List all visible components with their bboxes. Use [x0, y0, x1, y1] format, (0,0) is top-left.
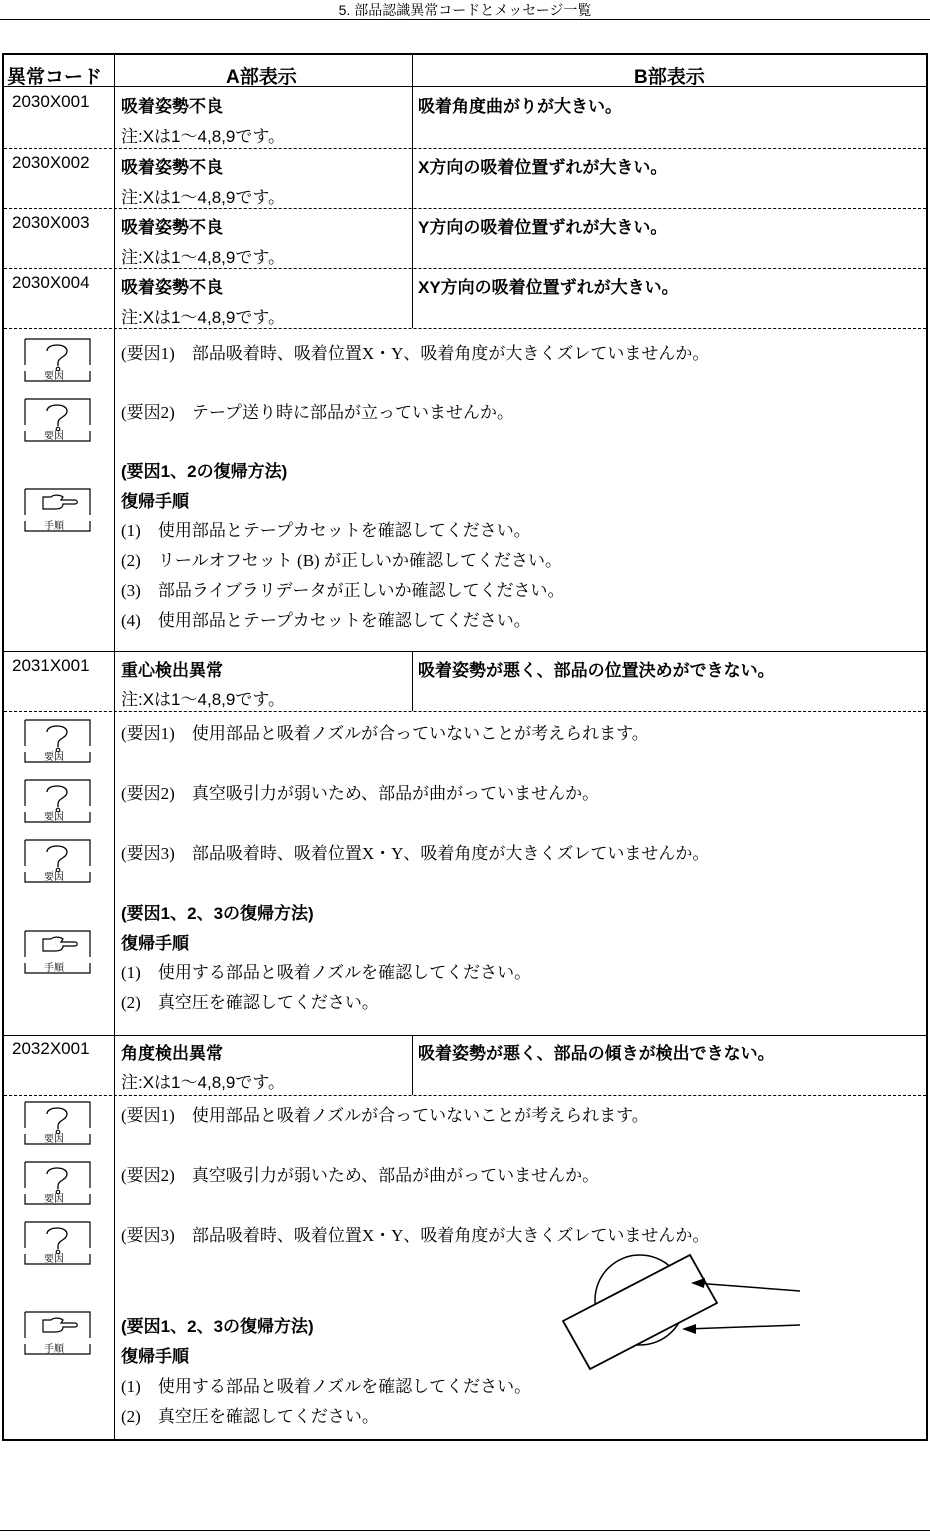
cause-icon [21, 838, 94, 884]
procedure-icon-label: 手順 [44, 521, 64, 532]
procedure-step: (2) 真空圧を確認してください。 [121, 993, 379, 1012]
pointer-arrow-lower [686, 1325, 800, 1329]
cause-icon [21, 337, 94, 383]
b-display: Y方向の吸着位置ずれが大きい。 [418, 218, 668, 237]
recovery-title: (要因1、2、3の復帰方法) [121, 904, 314, 923]
procedure-step: (1) 使用部品とテープカセットを確認してください。 [121, 521, 531, 540]
procedure-icon-label: 手順 [44, 963, 64, 974]
col-divider-ab-2 [412, 651, 413, 711]
procedure-step: (1) 使用する部品と吸着ノズルを確認してください。 [121, 1377, 532, 1396]
header-b: B部表示 [634, 67, 705, 88]
cause-icon-label: 要因 [44, 1194, 64, 1205]
header-divider [4, 86, 926, 87]
header-code: 異常コード [7, 67, 103, 88]
procedure-step: (3) 部品ライブラリデータが正しいか確認してください。 [121, 581, 565, 600]
cause-icon [21, 397, 94, 443]
col-divider-ab-3 [412, 1035, 413, 1095]
cause-icon-label: 要因 [44, 431, 64, 442]
a-display: 吸着姿勢不良 [121, 218, 223, 237]
error-code: 2031X001 [12, 656, 90, 675]
b-display: 吸着角度曲がりが大きい。 [418, 97, 622, 116]
a-note: 注:Xは1～4,8,9です。 [121, 1073, 285, 1092]
recovery-title: (要因1、2の復帰方法) [121, 462, 288, 481]
row-divider [4, 268, 926, 269]
cause-icon [21, 1100, 94, 1146]
section-divider [4, 1095, 926, 1096]
col-divider-code [114, 55, 115, 1441]
cause-icon [21, 1220, 94, 1266]
cause-icon [21, 1160, 94, 1206]
b-display: X方向の吸着位置ずれが大きい。 [418, 158, 668, 177]
a-note: 注:Xは1～4,8,9です。 [121, 248, 285, 267]
b-display: 吸着姿勢が悪く、部品の傾きが検出できない。 [418, 1044, 775, 1063]
row-divider [4, 208, 926, 209]
error-code: 2030X002 [12, 153, 90, 172]
cause-icon [21, 718, 94, 764]
cause-text: (要因3) 部品吸着時、吸着位置X・Y、吸着角度が大きくズレていませんか。 [121, 1226, 710, 1245]
cause-icon-label: 要因 [44, 371, 64, 382]
cause-icon-label: 要因 [44, 752, 64, 763]
a-note: 注:Xは1～4,8,9です。 [121, 690, 285, 709]
a-display: 吸着姿勢不良 [121, 97, 223, 116]
cause-icon-label: 要因 [44, 1254, 64, 1265]
a-display: 角度検出異常 [121, 1044, 223, 1063]
a-note: 注:Xは1～4,8,9です。 [121, 127, 285, 146]
b-display: 吸着姿勢が悪く、部品の位置決めができない。 [418, 661, 775, 680]
error-code-table [2, 53, 928, 1441]
procedure-step: (4) 使用部品とテープカセットを確認してください。 [121, 611, 531, 630]
section-divider [4, 711, 926, 712]
procedure-step: (2) リールオフセット (B) が正しいか確認してください。 [121, 551, 562, 570]
pointer-arrow-upper [695, 1283, 800, 1291]
error-code: 2030X004 [12, 273, 90, 292]
a-display: 吸着姿勢不良 [121, 158, 223, 177]
row-divider [4, 148, 926, 149]
cause-icon-label: 要因 [44, 872, 64, 883]
cause-icon-label: 要因 [44, 1134, 64, 1145]
page-title: 5. 部品認識異常コードとメッセージ一覧 [338, 2, 592, 18]
recovery-title: (要因1、2、3の復帰方法) [121, 1317, 314, 1336]
cause-text: (要因2) 真空吸引力が弱いため、部品が曲がっていませんか。 [121, 784, 600, 803]
hand-point-icon [21, 487, 94, 533]
header-a: A部表示 [226, 67, 297, 88]
a-note: 注:Xは1～4,8,9です。 [121, 308, 285, 327]
section-divider [4, 328, 926, 329]
arrowhead-lower [682, 1324, 696, 1334]
b-display: XY方向の吸着位置ずれが大きい。 [418, 278, 679, 297]
tilted-component-diagram [555, 1250, 805, 1380]
hand-point-icon [21, 929, 94, 975]
footer-rule [0, 1530, 930, 1531]
a-note: 注:Xは1～4,8,9です。 [121, 188, 285, 207]
col-divider-ab-1 [412, 55, 413, 328]
procedure-step: (1) 使用する部品と吸着ノズルを確認してください。 [121, 963, 532, 982]
error-code: 2030X003 [12, 213, 90, 232]
header-rule [0, 19, 930, 20]
procedure-step: (2) 真空圧を確認してください。 [121, 1407, 379, 1426]
a-display: 吸着姿勢不良 [121, 278, 223, 297]
block-divider [4, 651, 926, 652]
cause-icon [21, 778, 94, 824]
error-code: 2032X001 [12, 1039, 90, 1058]
a-display: 重心検出異常 [121, 661, 223, 680]
block-divider [4, 1035, 926, 1036]
procedure-label: 復帰手順 [121, 1347, 189, 1366]
cause-icon-label: 要因 [44, 812, 64, 823]
procedure-icon-label: 手順 [44, 1344, 64, 1355]
procedure-label: 復帰手順 [121, 492, 189, 511]
cause-text: (要因1) 使用部品と吸着ノズルが合っていないことが考えられます。 [121, 724, 649, 743]
procedure-label: 復帰手順 [121, 934, 189, 953]
error-code: 2030X001 [12, 92, 90, 111]
cause-text: (要因3) 部品吸着時、吸着位置X・Y、吸着角度が大きくズレていませんか。 [121, 844, 710, 863]
hand-point-icon [21, 1310, 94, 1356]
cause-text: (要因2) 真空吸引力が弱いため、部品が曲がっていませんか。 [121, 1166, 600, 1185]
cause-text: (要因2) テープ送り時に部品が立っていませんか。 [121, 403, 514, 422]
cause-text: (要因1) 部品吸着時、吸着位置X・Y、吸着角度が大きくズレていませんか。 [121, 344, 710, 363]
cause-text: (要因1) 使用部品と吸着ノズルが合っていないことが考えられます。 [121, 1106, 649, 1125]
